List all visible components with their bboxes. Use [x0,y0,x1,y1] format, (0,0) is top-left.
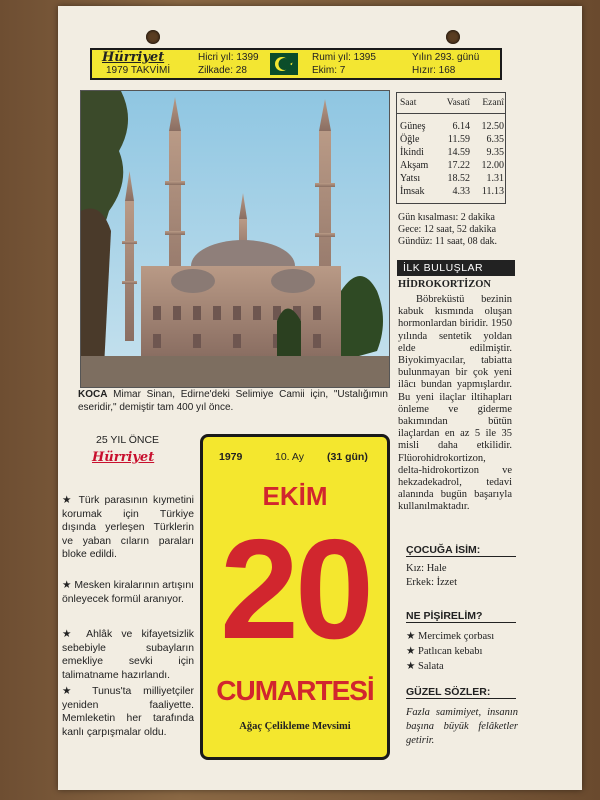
news-item: ★ Mesken kiralarının artışını önleyecek formül aranıyor. [62,580,194,605]
header-cell: Vasatî [446,98,470,108]
card-month-number: 10. Ay [275,451,304,463]
cell: 14.59 [447,147,470,158]
cell: 12.50 [481,121,504,132]
selimiye-mosque-photo [80,90,390,388]
section-bar-inventions: İLK BULUŞLAR [397,260,515,276]
cell: Yatsı [400,173,421,184]
header-band [90,48,502,80]
hijri-year: Hicri yıl: 1399 [198,52,259,63]
header-cell: Ezanî [482,98,504,108]
cell: 9.35 [486,147,504,158]
table-row [397,120,505,133]
caption-bold: KOCA [78,389,108,400]
date-card [200,434,390,760]
cell: 18.52 [447,173,470,184]
girl-name: Kız: Hale [406,563,447,574]
table-header [397,93,505,114]
cell: 11.13 [481,186,504,197]
day-shortening: Gün kısalması: 2 dakika [398,212,495,223]
rumi-month: Ekim: 7 [312,65,346,76]
cell: Öğle [400,134,420,145]
menu-item: ★ Salata [406,661,444,672]
years-ago-title: 25 YIL ÖNCE [96,434,160,446]
header-logo: Hürriyet [102,50,165,65]
invention-title: HİDROKORTİZON [398,279,491,290]
daylight-length: Gündüz: 11 saat, 08 dak. [398,236,498,247]
cell: Güneş [400,121,426,132]
zilkade: Zilkade: 28 [198,65,247,76]
table-row [397,159,505,172]
table-row [397,185,505,198]
hizir: Hızır: 168 [412,65,456,76]
table-row [397,133,505,146]
month-name: EKİM [262,481,328,511]
day-of-year: Yılın 293. günü [412,52,480,63]
season-text: Ağaç Çelikleme Mevsimi [239,721,351,732]
table-row [397,146,505,159]
night-length: Gece: 12 saat, 52 dakika [398,224,497,235]
years-ago-logo: Hürriyet [92,450,155,465]
menu-item: ★ Mercimek çorbası [406,631,495,642]
header-cell: Saat [400,98,417,108]
card-days: (31 gün) [327,451,368,463]
weekday-name: CUMARTESİ [216,675,374,706]
quotes-title: GÜZEL SÖZLER: [406,686,516,699]
quote-text: Fazla samimiyet, insanın başına büyük felâketler getirir. [406,707,518,746]
news-item: ★ Türk parasının kıymetini korumak için Türkiye dışında yerleşen Türklerin ve yaban cıların paraları bloke edildi. [62,495,194,561]
cell: 1.31 [486,173,504,184]
cell: 12.00 [481,160,504,171]
punch-hole-right [446,30,460,44]
cell: İmsak [400,186,425,197]
day-length-info [398,212,510,248]
news-item: ★ Ahlâk ve kifayetsizlik sebebiyle subayların emekliye sevki için talimatname hazırlandı. [62,629,194,681]
cell: 11.59 [447,134,470,145]
prayer-times-table [396,92,506,204]
cell: İkindi [400,147,424,158]
boy-name: Erkek: İzzet [406,577,458,588]
menu-title: NE PİŞİRELİM? [406,610,516,623]
punch-hole-left [146,30,160,44]
crescent-icon [270,53,298,75]
cell: 6.35 [486,134,504,145]
photo-caption [78,388,388,414]
cell: 6.14 [452,121,470,132]
caption-text: Mimar Sinan, Edirne'deki Selimiye Camii için, "Ustalığımın eseridir," demiştir tam 400 yıl önce. [78,389,388,413]
cell: 4.33 [452,186,470,197]
baby-name-title: ÇOCUĞA İSİM: [406,544,516,557]
calendar-year: 1979 TAKVİMİ [106,65,171,76]
day-number: 20 [220,510,370,669]
invention-body: Böbreküstü bezinin kabuk kısmında oluşan hormonlardan biridir. 1950 yılında sentetik yoldan elde edilmiştir. Biyokimyacılar, tabiatta bulunmayan bir çok yeni ilâcı bundan yapmışlardır. Bu yeni ilaçlar iltihapları önleme ve giderme bakımından bütün ilaçlardan en az 5 ile 35 misli daha etkilidir. Flüorohidrokortizon, delta-hidrokortizon ve hekzadekadrol, tedavi alanında bugün başarıyla kullanılmaktadır. [398,294,512,513]
news-item: ★ Tunus'ta milliyetçiler yeniden faaliyette. Memleketin her tarafında kanlı çarpışmalar oldu. [62,686,194,738]
menu-item: ★ Patlıcan kebabı [406,646,483,657]
table-row [397,172,505,185]
card-year: 1979 [219,451,243,463]
cell: 17.22 [447,160,470,171]
cell: Akşam [400,160,429,171]
rumi-year: Rumi yıl: 1395 [312,52,376,63]
